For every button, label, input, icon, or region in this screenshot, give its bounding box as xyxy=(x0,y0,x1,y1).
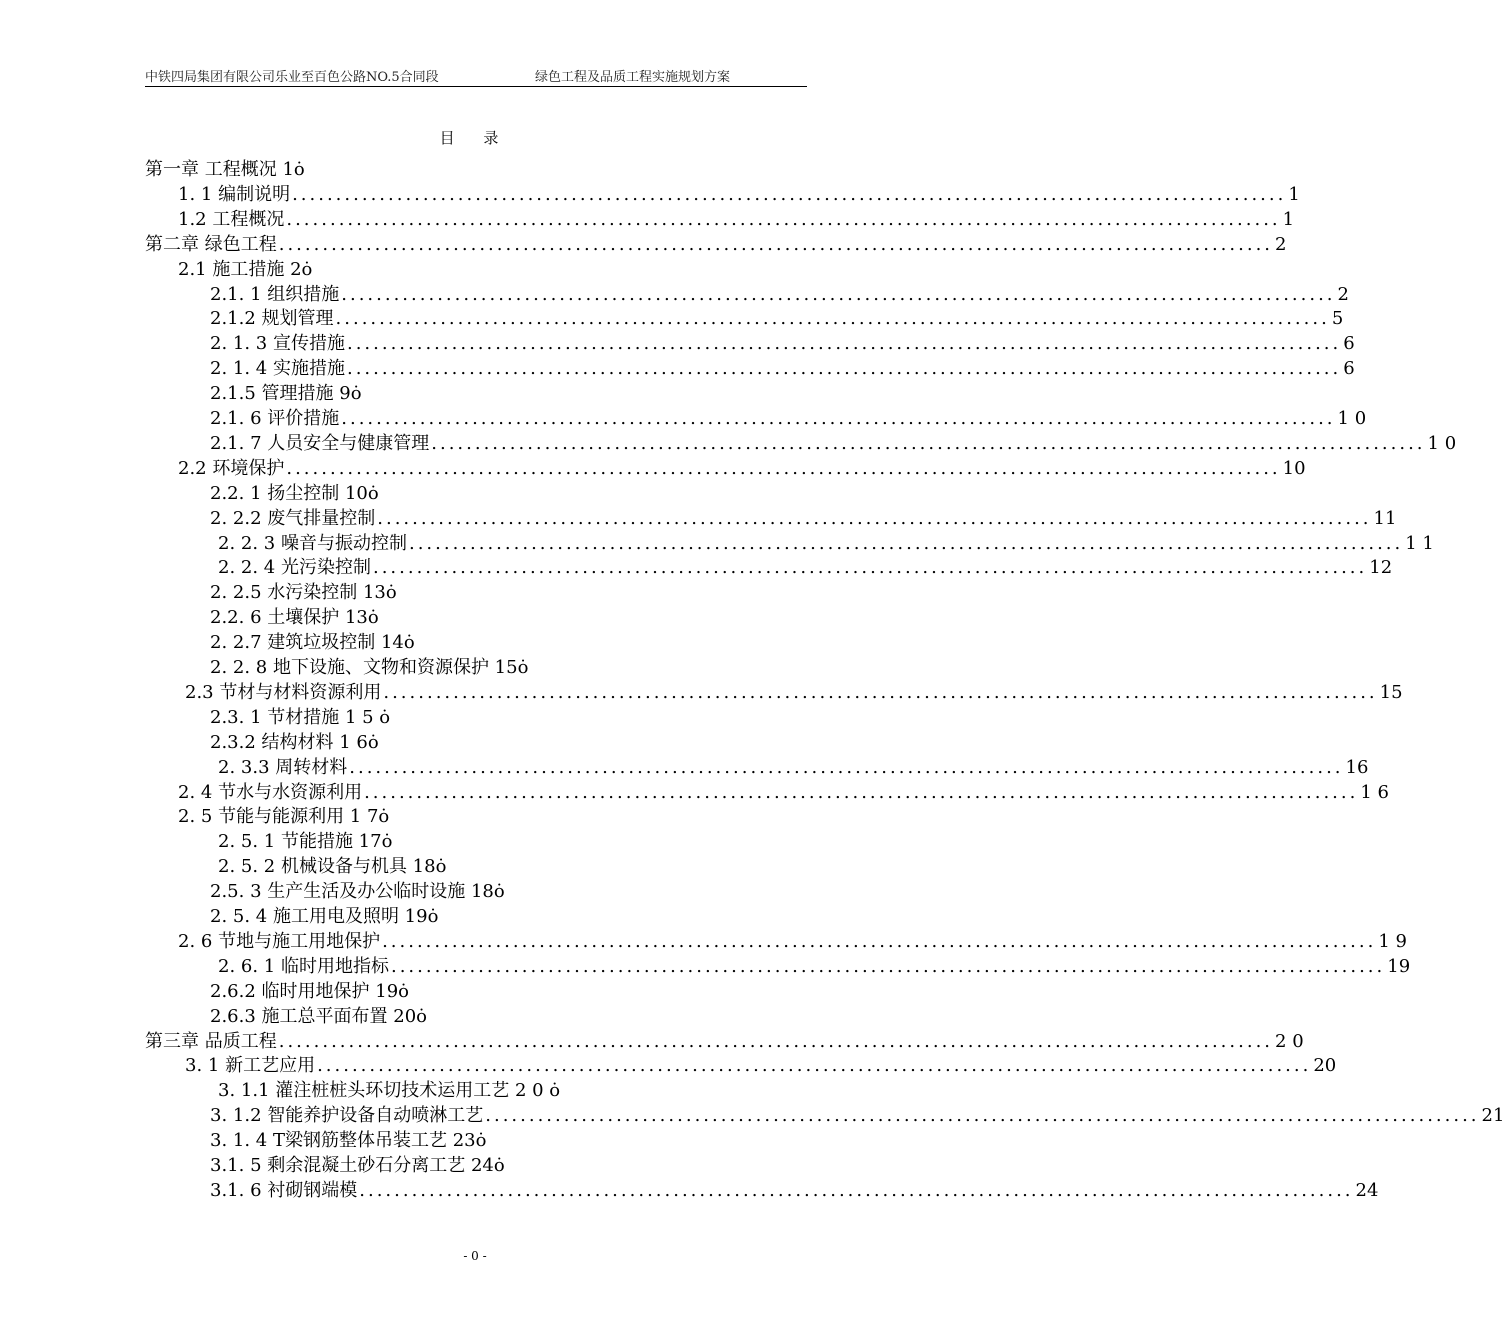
toc-entry[interactable] xyxy=(218,855,806,879)
toc-page-number: 21 xyxy=(1481,1105,1504,1127)
toc-entry-label: 2.1.2 规划管理 xyxy=(210,308,334,330)
toc-entry-label: 2.5. 3 生产生活及办公临时设施 18ȯ xyxy=(210,881,505,903)
toc-dot-leader: .................................................................................................................. xyxy=(377,507,1372,529)
toc-entry-label: 3. 1.2 智能养护设备自动喷淋工艺 xyxy=(210,1105,484,1127)
toc-entry-label: 2.1. 1 组织措施 xyxy=(210,283,340,305)
toc-dot-leader: .................................................................................................................. xyxy=(335,308,1330,330)
toc-entry[interactable] xyxy=(178,805,806,829)
toc-entry-label: 2. 2.5 水污染控制 13ȯ xyxy=(210,582,397,604)
toc-entry-label: 2.2. 6 土壤保护 13ȯ xyxy=(210,607,379,629)
toc-entry[interactable] xyxy=(178,930,1407,954)
toc-entry-label: 2.3 节材与材料资源利用 xyxy=(185,681,382,703)
toc-dot-leader: .................................................................................................................. xyxy=(346,358,1342,380)
toc-page-number: 20 xyxy=(1313,1055,1337,1077)
page-number: - 0 - xyxy=(463,1249,487,1263)
toc-page-number: 1 6 xyxy=(1360,781,1389,803)
toc-entry-label: 2.3.2 结构材料 1 6ȯ xyxy=(210,731,379,753)
toc-page-number: 1 0 xyxy=(1337,408,1367,429)
toc-title: 目 录 xyxy=(439,129,511,147)
toc-entry-label: 1. 1 编制说明 xyxy=(178,183,291,205)
header-company-text: 中铁四局集团有限公司乐业至百色公路NO.5合同段 xyxy=(145,70,439,85)
toc-entry[interactable] xyxy=(210,656,806,680)
toc-entry-label: 2. 3.3 周转材料 xyxy=(218,756,348,778)
toc-entry[interactable] xyxy=(210,1154,806,1178)
toc-dot-leader: .................................................................................................................. xyxy=(364,781,1359,803)
toc-entry-label: 2. 2. 3 噪音与振动控制 xyxy=(218,532,407,554)
toc-entry-label: 2.2. 1 扬尘控制 10ȯ xyxy=(210,482,379,504)
toc-entry[interactable] xyxy=(178,183,1300,207)
toc-dot-leader: .................................................................................................................. xyxy=(359,1179,1354,1201)
toc-entry[interactable] xyxy=(218,830,806,854)
toc-entry[interactable] xyxy=(178,457,1306,481)
toc-entry-label: 2. 6 节地与施工用地保护 xyxy=(178,930,381,952)
toc-entry-label: 3. 1 新工艺应用 xyxy=(185,1055,316,1077)
toc-entry[interactable] xyxy=(210,1179,1379,1203)
toc-entry-label: 第二章 绿色工程 xyxy=(145,233,277,255)
toc-entry-label: 第三章 品质工程 xyxy=(145,1030,277,1052)
toc-page-number: 1 1 xyxy=(1405,532,1434,554)
toc-entry-label: 2. 1. 3 宣传措施 xyxy=(210,333,345,355)
toc-page-number: 16 xyxy=(1345,756,1369,778)
running-header xyxy=(145,66,807,88)
toc-page-number: 12 xyxy=(1369,557,1393,579)
toc-entry-label: 2. 2. 8 地下设施、文物和资源保护 15ȯ xyxy=(210,657,529,678)
toc-entry-label: 2. 6. 1 临时用地指标 xyxy=(218,955,389,977)
toc-dot-leader: .................................................................................................................. xyxy=(408,532,1404,554)
toc-entry[interactable] xyxy=(210,1005,806,1029)
toc-entry-label: 第一章 工程概况 1ȯ xyxy=(145,159,305,180)
toc-entry-label: 2. 5. 2 机械设备与机具 18ȯ xyxy=(218,856,447,878)
toc-entry[interactable] xyxy=(178,258,806,282)
toc-entry-label: 2. 4 节水与水资源利用 xyxy=(178,781,363,803)
toc-page-number: 2 xyxy=(1275,233,1287,255)
toc-entry-label: 1.2 工程概况 xyxy=(178,208,285,230)
header-divider xyxy=(145,86,807,87)
toc-dot-leader: .................................................................................................................. xyxy=(383,681,1378,703)
toc-dot-leader: .................................................................................................................. xyxy=(341,408,1336,429)
toc-page-number: 1 xyxy=(1282,208,1295,230)
toc-page-number: 11 xyxy=(1373,507,1397,529)
toc-dot-leader: .................................................................................................................. xyxy=(372,557,1368,579)
toc-dot-leader: .................................................................................................................. xyxy=(390,955,1386,977)
toc-entry[interactable] xyxy=(185,681,1403,705)
toc-entry[interactable] xyxy=(210,332,1355,356)
toc-entry-label: 2. 5. 1 节能措施 17ȯ xyxy=(218,831,393,853)
toc-entry[interactable] xyxy=(210,880,806,904)
toc-dot-leader: .................................................................................................................. xyxy=(341,283,1336,305)
toc-page-number: 6 xyxy=(1343,333,1355,355)
toc-dot-leader: .................................................................................................................. xyxy=(286,457,1281,479)
toc-entry[interactable] xyxy=(210,905,806,929)
toc-entry-label: 2.1. 7 人员安全与健康管理 xyxy=(210,432,430,454)
toc-entry-label: 2. 5. 4 施工用电及照明 19ȯ xyxy=(210,906,439,927)
header-document-title: 绿色工程及品质工程实施规划方案 xyxy=(535,70,731,85)
toc-entry[interactable] xyxy=(210,382,806,406)
toc-page-number: 5 xyxy=(1331,308,1344,330)
toc-entry-label: 2.1.5 管理措施 9ȯ xyxy=(210,383,362,405)
toc-entry[interactable] xyxy=(145,158,806,182)
toc-entry-label: 2. 1. 4 实施措施 xyxy=(210,358,345,380)
toc-page-number: 1 0 xyxy=(1427,432,1457,454)
toc-entry[interactable] xyxy=(218,1079,806,1103)
toc-entry-label: 2.3. 1 节材措施 1 5 ȯ xyxy=(210,706,391,728)
toc-entry[interactable] xyxy=(210,1129,806,1153)
toc-entry[interactable] xyxy=(178,781,1389,805)
toc-entry-label: 2. 2.7 建筑垃圾控制 14ȯ xyxy=(210,632,415,654)
toc-dot-leader: .................................................................................................................. xyxy=(346,333,1342,355)
toc-dot-leader: .................................................................................................................. xyxy=(278,1030,1274,1052)
toc-entry[interactable] xyxy=(210,507,1397,531)
toc-entry[interactable] xyxy=(210,731,806,755)
toc-entry[interactable] xyxy=(185,1054,1337,1078)
toc-dot-leader: .................................................................................................................. xyxy=(278,233,1274,255)
toc-entry[interactable] xyxy=(218,955,1411,979)
toc-page-number: 2 xyxy=(1337,283,1349,305)
toc-entry[interactable] xyxy=(210,606,806,630)
toc-dot-leader: .................................................................................................................. xyxy=(292,183,1287,205)
toc-entry[interactable] xyxy=(210,357,1355,381)
toc-dot-leader: .................................................................................................................. xyxy=(382,930,1377,952)
toc-entry[interactable] xyxy=(210,432,1457,456)
toc-entry[interactable] xyxy=(178,208,1295,232)
toc-entry[interactable] xyxy=(218,556,1393,580)
toc-entry[interactable] xyxy=(210,283,1349,307)
toc-entry[interactable] xyxy=(210,706,806,730)
toc-entry-label: 2. 5 节能与能源利用 1 7ȯ xyxy=(178,806,390,828)
toc-entry[interactable] xyxy=(210,307,1344,331)
toc-entry-label: 2.6.2 临时用地保护 19ȯ xyxy=(210,980,409,1002)
toc-entry[interactable] xyxy=(145,233,1287,257)
toc-entry-label: 2. 2.2 废气排量控制 xyxy=(210,507,376,529)
toc-page-number: 10 xyxy=(1282,457,1306,479)
toc-entry[interactable] xyxy=(210,1104,1504,1128)
toc-entry-label: 2. 2. 4 光污染控制 xyxy=(218,557,371,579)
toc-page-number: 19 xyxy=(1387,955,1411,977)
toc-entry-label: 3.1. 6 衬砌钢端模 xyxy=(210,1179,358,1201)
toc-page-number: 1 9 xyxy=(1378,930,1407,952)
toc-dot-leader: .................................................................................................................. xyxy=(317,1055,1312,1077)
toc-entry-label: 2.6.3 施工总平面布置 20ȯ xyxy=(210,1005,427,1027)
toc-page-number: 2 0 xyxy=(1275,1030,1304,1052)
toc-entry[interactable] xyxy=(210,581,806,605)
toc-entry[interactable] xyxy=(210,631,806,655)
toc-entry-label: 2.2 环境保护 xyxy=(178,457,285,479)
toc-entry-label: 2.1. 6 评价措施 xyxy=(210,408,340,429)
toc-dot-leader: .................................................................................................................. xyxy=(485,1105,1480,1127)
toc-entry-label: 3. 1.1 灌注桩桩头环切技术运用工艺 2 0 ȯ xyxy=(218,1080,561,1102)
toc-dot-leader: .................................................................................................................. xyxy=(349,756,1344,778)
toc-entry[interactable] xyxy=(210,482,806,506)
toc-page-number: 15 xyxy=(1379,681,1403,703)
toc-dot-leader: .................................................................................................................. xyxy=(431,432,1426,454)
toc-entry-label: 3.1. 5 剩余混凝土砂石分离工艺 24ȯ xyxy=(210,1155,505,1176)
toc-entry[interactable] xyxy=(145,1030,1304,1054)
toc-dot-leader: .................................................................................................................. xyxy=(286,208,1281,230)
toc-entry[interactable] xyxy=(210,980,806,1004)
toc-entry[interactable] xyxy=(218,756,1369,780)
toc-entry-label: 3. 1. 4 T梁钢筋整体吊装工艺 23ȯ xyxy=(210,1130,487,1152)
toc-page-number: 6 xyxy=(1343,358,1355,380)
toc-entry[interactable] xyxy=(218,532,1434,556)
toc-page-number: 1 xyxy=(1288,183,1300,205)
toc-page-number: 24 xyxy=(1355,1179,1379,1201)
toc-entry[interactable] xyxy=(210,407,1367,431)
toc-entry-label: 2.1 施工措施 2ȯ xyxy=(178,258,313,280)
